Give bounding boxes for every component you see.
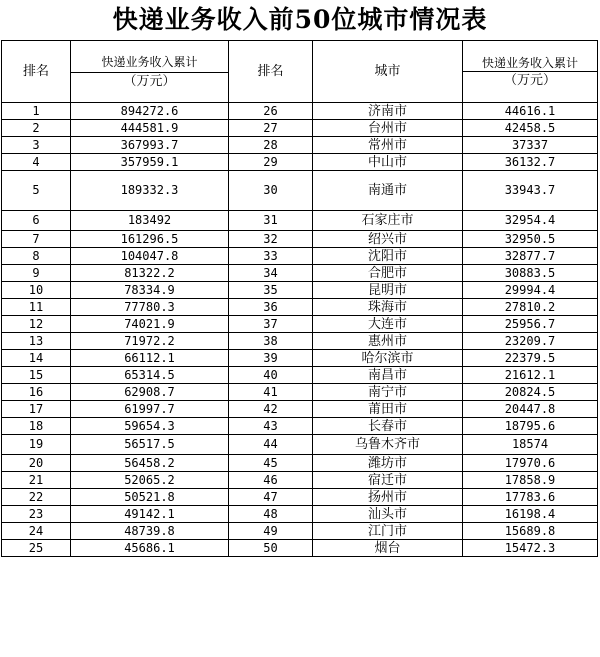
table-row — [2, 231, 598, 248]
city-cell: 济南市 — [313, 103, 463, 120]
revenue-right-cell: 16198.4 — [463, 506, 598, 523]
city-cell: 烟台 — [313, 540, 463, 557]
rank-right-cell: 48 — [229, 506, 313, 523]
rank-right-cell: 26 — [229, 103, 313, 120]
rank-right-cell: 27 — [229, 120, 313, 137]
rank-left-cell: 24 — [2, 523, 71, 540]
rank-right-cell: 43 — [229, 418, 313, 435]
page-title: 快递业务收入前50位城市情况表 — [112, 5, 488, 34]
table-row — [2, 472, 598, 489]
header-revenue-right-label: 快递业务收入累计 — [481, 55, 578, 70]
rank-right-cell: 50 — [229, 540, 313, 557]
table-row — [2, 120, 598, 137]
rank-right-cell: 35 — [229, 282, 313, 299]
rank-right-cell: 37 — [229, 316, 313, 333]
rank-right-cell: 31 — [229, 211, 313, 231]
revenue-left-cell: 45686.1 — [71, 540, 229, 557]
table-row — [2, 418, 598, 435]
city-cell: 合肥市 — [313, 265, 463, 282]
city-cell: 莆田市 — [313, 401, 463, 418]
city-cell: 常州市 — [313, 137, 463, 154]
rank-left-cell: 8 — [2, 248, 71, 265]
revenue-left-cell: 65314.5 — [71, 367, 229, 384]
rank-left-cell: 20 — [2, 455, 71, 472]
header-unit-right: （万元） — [463, 71, 598, 88]
revenue-right-cell: 25956.7 — [463, 316, 598, 333]
revenue-right-cell: 30883.5 — [463, 265, 598, 282]
rank-left-cell: 10 — [2, 282, 71, 299]
revenue-left-cell: 81322.2 — [71, 265, 229, 282]
revenue-left-cell: 444581.9 — [71, 120, 229, 137]
table-row — [2, 384, 598, 401]
rank-right-cell: 41 — [229, 384, 313, 401]
header-rank-right: 排名 — [229, 41, 313, 103]
revenue-left-cell: 49142.1 — [71, 506, 229, 523]
rank-right-cell: 29 — [229, 154, 313, 171]
city-cell: 潍坊市 — [313, 455, 463, 472]
table-row — [2, 489, 598, 506]
revenue-right-cell: 17783.6 — [463, 489, 598, 506]
revenue-right-cell: 20824.5 — [463, 384, 598, 401]
table-row — [2, 506, 598, 523]
city-cell: 珠海市 — [313, 299, 463, 316]
table-row — [2, 523, 598, 540]
table-row — [2, 333, 598, 350]
rank-left-cell: 15 — [2, 367, 71, 384]
table-row — [2, 248, 598, 265]
table-row — [2, 540, 598, 557]
city-cell: 惠州市 — [313, 333, 463, 350]
rank-right-cell: 28 — [229, 137, 313, 154]
header-revenue-left-label: 快递业务收入累计 — [101, 54, 198, 69]
header-revenue-left — [71, 41, 229, 103]
city-cell: 石家庄市 — [313, 211, 463, 231]
rank-left-cell: 14 — [2, 350, 71, 367]
city-cell: 中山市 — [313, 154, 463, 171]
revenue-left-cell: 71972.2 — [71, 333, 229, 350]
table-row — [2, 137, 598, 154]
revenue-left-cell: 62908.7 — [71, 384, 229, 401]
header-city: 城市 — [313, 41, 463, 103]
rank-right-cell: 30 — [229, 171, 313, 211]
revenue-right-cell: 17970.6 — [463, 455, 598, 472]
rank-left-cell: 9 — [2, 265, 71, 282]
city-cell: 宿迁市 — [313, 472, 463, 489]
revenue-right-cell: 36132.7 — [463, 154, 598, 171]
table-row — [2, 154, 598, 171]
revenue-left-cell: 56458.2 — [71, 455, 229, 472]
rank-right-cell: 47 — [229, 489, 313, 506]
revenue-right-cell: 42458.5 — [463, 120, 598, 137]
city-cell: 江门市 — [313, 523, 463, 540]
rank-left-cell: 2 — [2, 120, 71, 137]
rank-left-cell: 5 — [2, 171, 71, 211]
revenue-left-cell: 74021.9 — [71, 316, 229, 333]
city-cell: 南宁市 — [313, 384, 463, 401]
rank-left-cell: 6 — [2, 211, 71, 231]
rank-right-cell: 40 — [229, 367, 313, 384]
city-cell: 沈阳市 — [313, 248, 463, 265]
revenue-right-cell: 20447.8 — [463, 401, 598, 418]
revenue-left-cell: 48739.8 — [71, 523, 229, 540]
header-row — [2, 41, 598, 103]
header-rank-left: 排名 — [2, 41, 71, 103]
revenue-right-cell: 15689.8 — [463, 523, 598, 540]
rank-left-cell: 4 — [2, 154, 71, 171]
revenue-right-cell: 32954.4 — [463, 211, 598, 231]
header-unit-left: （万元） — [71, 72, 229, 89]
revenue-right-cell: 18795.6 — [463, 418, 598, 435]
rank-right-cell: 49 — [229, 523, 313, 540]
rank-left-cell: 22 — [2, 489, 71, 506]
revenue-left-cell: 104047.8 — [71, 248, 229, 265]
rank-right-cell: 34 — [229, 265, 313, 282]
revenue-right-cell: 32877.7 — [463, 248, 598, 265]
revenue-right-cell: 33943.7 — [463, 171, 598, 211]
rank-right-cell: 36 — [229, 299, 313, 316]
revenue-right-cell: 29994.4 — [463, 282, 598, 299]
revenue-right-cell: 22379.5 — [463, 350, 598, 367]
revenue-right-cell: 37337 — [463, 137, 598, 154]
rank-left-cell: 16 — [2, 384, 71, 401]
rank-left-cell: 1 — [2, 103, 71, 120]
rank-left-cell: 12 — [2, 316, 71, 333]
table-row — [2, 282, 598, 299]
table-row — [2, 299, 598, 316]
rank-right-cell: 46 — [229, 472, 313, 489]
rank-left-cell: 7 — [2, 231, 71, 248]
ranking-table — [1, 40, 598, 557]
city-cell: 台州市 — [313, 120, 463, 137]
rank-left-cell: 18 — [2, 418, 71, 435]
revenue-left-cell: 50521.8 — [71, 489, 229, 506]
revenue-right-cell: 15472.3 — [463, 540, 598, 557]
rank-left-cell: 19 — [2, 435, 71, 455]
revenue-right-cell: 17858.9 — [463, 472, 598, 489]
rank-right-cell: 45 — [229, 455, 313, 472]
city-cell: 哈尔滨市 — [313, 350, 463, 367]
city-cell: 绍兴市 — [313, 231, 463, 248]
rank-left-cell: 23 — [2, 506, 71, 523]
table-row — [2, 316, 598, 333]
city-cell: 汕头市 — [313, 506, 463, 523]
header-revenue-right — [463, 41, 598, 103]
rank-right-cell: 33 — [229, 248, 313, 265]
rank-right-cell: 38 — [229, 333, 313, 350]
revenue-right-cell: 27810.2 — [463, 299, 598, 316]
city-cell: 大连市 — [313, 316, 463, 333]
rank-right-cell: 42 — [229, 401, 313, 418]
rank-left-cell: 13 — [2, 333, 71, 350]
rank-left-cell: 25 — [2, 540, 71, 557]
table-body — [2, 41, 598, 557]
table-row — [2, 435, 598, 455]
revenue-right-cell: 23209.7 — [463, 333, 598, 350]
table-row — [2, 211, 598, 231]
rank-left-cell: 3 — [2, 137, 71, 154]
revenue-left-cell: 367993.7 — [71, 137, 229, 154]
city-cell: 扬州市 — [313, 489, 463, 506]
table-row — [2, 367, 598, 384]
rank-right-cell: 39 — [229, 350, 313, 367]
revenue-left-cell: 161296.5 — [71, 231, 229, 248]
city-cell: 长春市 — [313, 418, 463, 435]
revenue-left-cell: 66112.1 — [71, 350, 229, 367]
revenue-left-cell: 183492 — [71, 211, 229, 231]
rank-left-cell: 17 — [2, 401, 71, 418]
revenue-left-cell: 78334.9 — [71, 282, 229, 299]
revenue-left-cell: 52065.2 — [71, 472, 229, 489]
city-cell: 南昌市 — [313, 367, 463, 384]
rank-right-cell: 32 — [229, 231, 313, 248]
table-row — [2, 350, 598, 367]
city-cell: 南通市 — [313, 171, 463, 211]
table-row — [2, 171, 598, 211]
table-row — [2, 265, 598, 282]
city-cell: 乌鲁木齐市 — [313, 435, 463, 455]
revenue-left-cell: 77780.3 — [71, 299, 229, 316]
city-cell: 昆明市 — [313, 282, 463, 299]
revenue-left-cell: 357959.1 — [71, 154, 229, 171]
revenue-right-cell: 18574 — [463, 435, 598, 455]
revenue-right-cell: 32950.5 — [463, 231, 598, 248]
table-row — [2, 103, 598, 120]
revenue-left-cell: 56517.5 — [71, 435, 229, 455]
revenue-left-cell: 894272.6 — [71, 103, 229, 120]
revenue-left-cell: 59654.3 — [71, 418, 229, 435]
revenue-left-cell: 189332.3 — [71, 171, 229, 211]
table-row — [2, 455, 598, 472]
revenue-right-cell: 21612.1 — [463, 367, 598, 384]
rank-left-cell: 21 — [2, 472, 71, 489]
revenue-right-cell: 44616.1 — [463, 103, 598, 120]
revenue-left-cell: 61997.7 — [71, 401, 229, 418]
rank-left-cell: 11 — [2, 299, 71, 316]
rank-right-cell: 44 — [229, 435, 313, 455]
table-row — [2, 401, 598, 418]
